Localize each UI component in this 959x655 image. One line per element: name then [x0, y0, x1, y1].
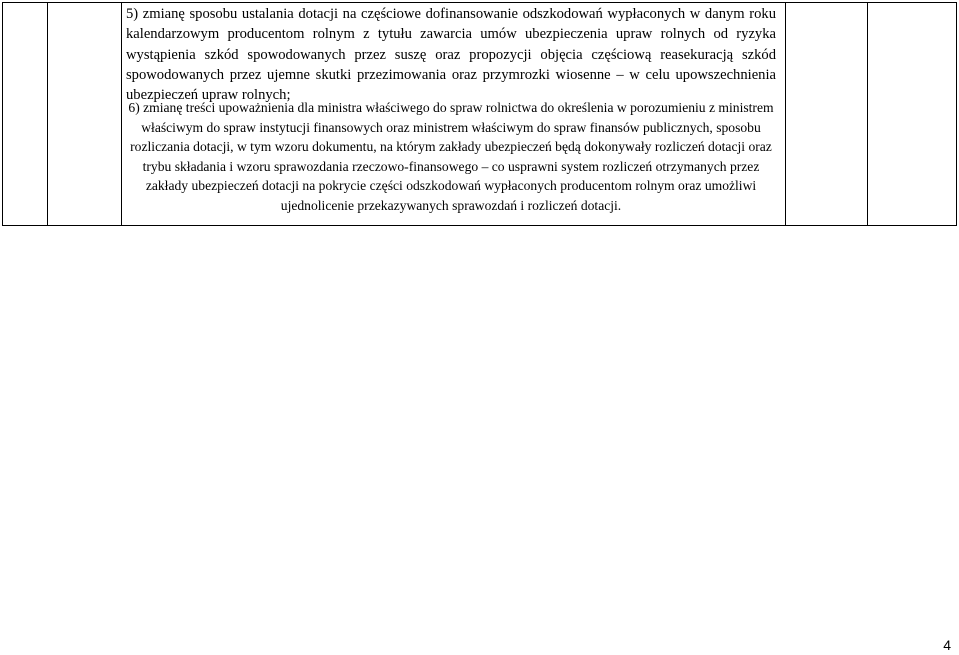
- paragraph-item-6: 6) zmianę treści upoważnienia dla ministra właściwego do spraw rolnictwa do określenia w porozumieniu z ministrem właściwym do spraw instytucji finansowych oraz ministrem właściwym do spraw finansów publicznych, sposobu rozliczania dotacji, w tym wzoru dokumentu, na którym zakłady ubezpieczeń będą dokonywały rozliczeń dotacji oraz trybu składania i wzoru sprawozdania rzeczowo-finansowego – co usprawni system rozliczeń otrzymanych przez zakłady ubezpieczeń dotacji na pokrycie części odszkodowań wypłaconych producentom rolnym oraz umożliwi ujednolicenie przekazywanych sprawozdań i rozliczeń dotacji.: [128, 100, 774, 213]
- paragraph-item-5: 5) zmianę sposobu ustalania dotacji na częściowe dofinansowanie odszkodowań wypłaconych w danym roku kalendarzowym producentom rolnym z tytułu zawarcia umów ubezpieczenia upraw rolnych od ryzyka wystąpienia szkód spowodowanych przez suszę oraz propozycji objęcia częściową reasekuracją szkód spowodowanych przez ujemne skutki przezimowania oraz przymrozki wiosenne – w celu upowszechnienia ubezpieczeń upraw rolnych;: [126, 6, 776, 104]
- table-column-4: [785, 3, 868, 225]
- table-column-5: [867, 3, 868, 225]
- table-column-1: [3, 3, 48, 225]
- table-column-2: [47, 3, 122, 225]
- page-number: 4: [943, 637, 951, 653]
